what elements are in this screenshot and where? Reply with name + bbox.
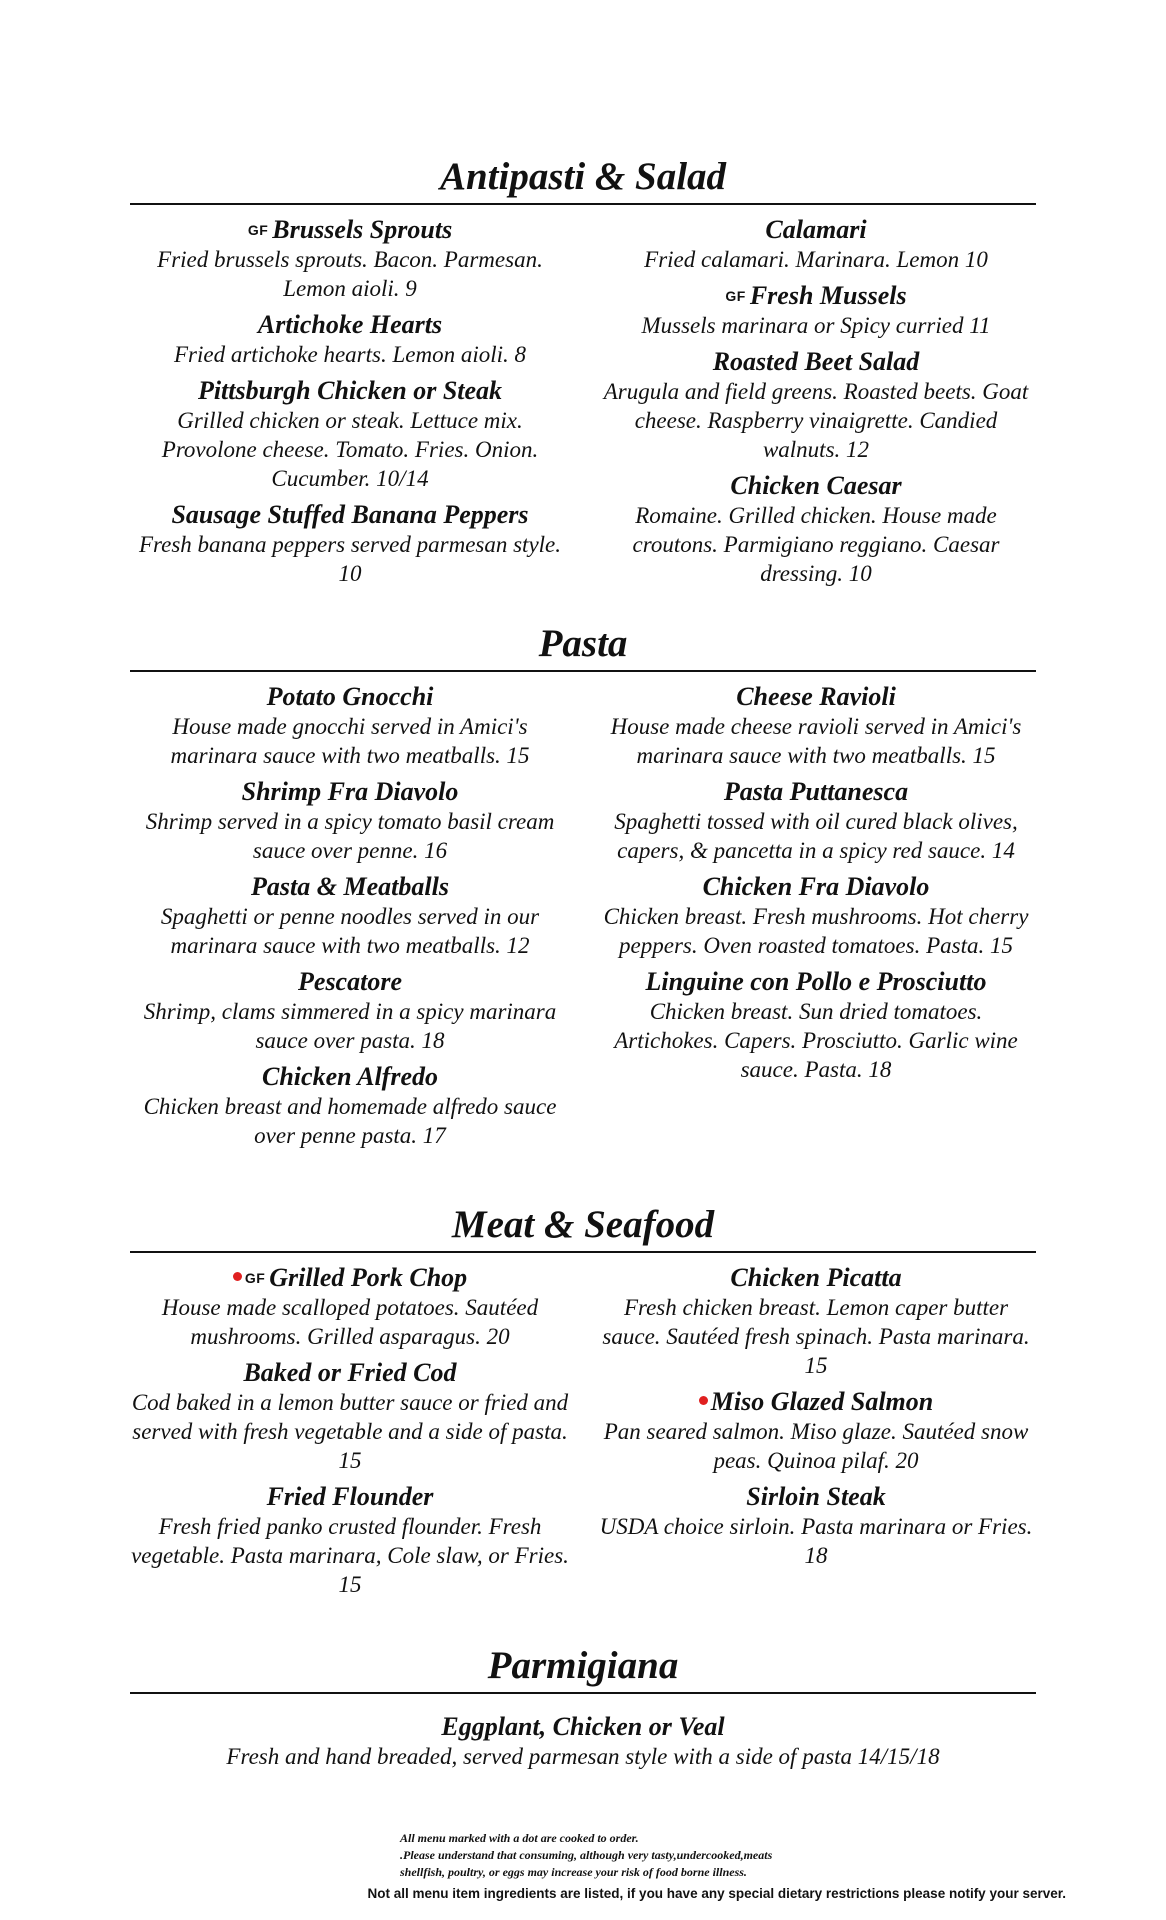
menu-item bbox=[130, 872, 570, 960]
disclaimer-line: shellfish, poultry, or eggs may increase your risk of food borne illness. bbox=[400, 1865, 747, 1879]
item-name-text: Pittsburgh Chicken or Steak bbox=[197, 376, 503, 405]
cooking-disclaimer bbox=[400, 1830, 920, 1881]
item-description: Chicken breast. Sun dried tomatoes. Artichokes. Capers. Prosciutto. Garlic wine sauce. Pasta. 18 bbox=[614, 999, 1018, 1082]
menu-item bbox=[596, 215, 1036, 274]
item-description: Shrimp served in a spicy tomato basil cream sauce over penne. 16 bbox=[145, 809, 555, 863]
item-name bbox=[130, 872, 570, 902]
menu-item bbox=[596, 777, 1036, 865]
item-name-text: Pasta Puttanesca bbox=[723, 777, 909, 806]
menu-item bbox=[130, 376, 570, 493]
menu-item bbox=[596, 1482, 1036, 1570]
item-description: Fried calamari. Marinara. Lemon 10 bbox=[644, 247, 988, 272]
item-name-text: Chicken Alfredo bbox=[262, 1062, 438, 1091]
item-name: Eggplant, Chicken or Veal bbox=[441, 1712, 725, 1741]
menu-item bbox=[130, 1482, 570, 1599]
item-name-text: Roasted Beet Salad bbox=[712, 347, 920, 376]
item-name bbox=[596, 872, 1036, 902]
item-name-text: Cheese Ravioli bbox=[736, 682, 896, 711]
item-name bbox=[130, 215, 570, 245]
item-description: Fresh banana peppers served parmesan style. 10 bbox=[138, 532, 562, 586]
item-description: Fresh fried panko crusted flounder. Fresh vegetable. Pasta marinara, Cole slaw, or Fries. 15 bbox=[131, 1514, 569, 1597]
menu-item bbox=[130, 1062, 570, 1150]
menu-item bbox=[596, 1387, 1036, 1475]
item-name-text: Miso Glazed Salmon bbox=[710, 1387, 934, 1416]
item-description: Grilled chicken or steak. Lettuce mix. Provolone cheese. Tomato. Fries. Onion. Cucumber. 10/14 bbox=[161, 408, 539, 491]
item-name-text: Fresh Mussels bbox=[749, 281, 907, 310]
item-name bbox=[130, 1062, 570, 1092]
section-pasta bbox=[130, 622, 1036, 1157]
item-name-text: Sausage Stuffed Banana Peppers bbox=[171, 500, 529, 529]
section-title: Pasta bbox=[538, 622, 628, 665]
menu-item bbox=[596, 967, 1036, 1084]
item-description: House made gnocchi served in Amici's marinara sauce with two meatballs. 15 bbox=[170, 714, 530, 768]
left-column bbox=[130, 682, 570, 1157]
item-description: Romaine. Grilled chicken. House made croutons. Parmigiano reggiano. Caesar dressing. 10 bbox=[632, 503, 1000, 586]
item-name-text: Shrimp Fra Diavolo bbox=[241, 777, 459, 806]
item-name-text: Chicken Caesar bbox=[730, 471, 902, 500]
item-description: Chicken breast. Fresh mushrooms. Hot cherry peppers. Oven roasted tomatoes. Pasta. 15 bbox=[603, 904, 1029, 958]
section-title: Parmigiana bbox=[487, 1644, 679, 1687]
item-description: Arugula and field greens. Roasted beets. Goat cheese. Raspberry vinaigrette. Candied walnuts. 12 bbox=[603, 379, 1029, 462]
item-description: USDA choice sirloin. Pasta marinara or Fries. 18 bbox=[599, 1514, 1033, 1568]
right-column bbox=[596, 1263, 1036, 1606]
section-antipasti bbox=[130, 155, 1036, 595]
menu-item bbox=[596, 347, 1036, 464]
menu-item bbox=[130, 215, 570, 303]
dietary-notice: Not all menu item ingredients are listed, if you have any special dietary restrictions please notify your server. bbox=[367, 1886, 1066, 1901]
section-title: Meat & Seafood bbox=[451, 1203, 715, 1246]
item-name-text: Fried Flounder bbox=[266, 1482, 434, 1511]
menu-item bbox=[596, 471, 1036, 588]
item-description: Spaghetti tossed with oil cured black olives, capers, & pancetta in a spicy red sauce. 14 bbox=[614, 809, 1018, 863]
menu-item bbox=[130, 1358, 570, 1475]
section-meat-seafood bbox=[130, 1203, 1036, 1606]
item-description: Fried artichoke hearts. Lemon aioli. 8 bbox=[174, 342, 526, 367]
disclaimer-line: All menu marked with a dot are cooked to order. bbox=[400, 1831, 639, 1845]
item-name bbox=[596, 215, 1036, 245]
item-name bbox=[596, 1482, 1036, 1512]
left-column bbox=[130, 215, 570, 595]
menu-item bbox=[130, 682, 570, 770]
item-description: Mussels marinara or Spicy curried 11 bbox=[641, 313, 991, 338]
right-column bbox=[596, 682, 1036, 1157]
item-name-text: Chicken Picatta bbox=[730, 1263, 902, 1292]
item-description: Fresh chicken breast. Lemon caper butter sauce. Sautéed fresh spinach. Pasta marinara. 15 bbox=[602, 1295, 1030, 1378]
menu-item bbox=[130, 1263, 570, 1351]
section-divider bbox=[130, 203, 1036, 205]
item-name-text: Sirloin Steak bbox=[746, 1482, 886, 1511]
item-name-text: Chicken Fra Diavolo bbox=[702, 872, 930, 901]
item-name-text: Linguine con Pollo e Prosciutto bbox=[645, 967, 987, 996]
disclaimer-line: .Please understand that consuming, although very tasty,undercooked,meats bbox=[400, 1848, 773, 1862]
section-title: Antipasti & Salad bbox=[439, 155, 727, 198]
item-name-text: Calamari bbox=[765, 215, 867, 244]
gluten-free-badge: GF bbox=[244, 1270, 266, 1286]
item-name bbox=[130, 376, 570, 406]
item-description: Chicken breast and homemade alfredo sauce over penne pasta. 17 bbox=[143, 1094, 557, 1148]
item-name bbox=[596, 682, 1036, 712]
menu-item bbox=[596, 1263, 1036, 1380]
menu-item bbox=[130, 310, 570, 369]
gluten-free-badge: GF bbox=[247, 222, 269, 238]
item-name-text: Brussels Sprouts bbox=[272, 215, 453, 244]
item-description: Spaghetti or penne noodles served in our marinara sauce with two meatballs. 12 bbox=[160, 904, 540, 958]
item-description: House made scalloped potatoes. Sautéed mushrooms. Grilled asparagus. 20 bbox=[161, 1295, 539, 1349]
gluten-free-badge: GF bbox=[725, 288, 746, 304]
section-divider bbox=[130, 1692, 1036, 1694]
item-name bbox=[596, 777, 1036, 807]
section-divider bbox=[130, 670, 1036, 672]
item-description: Pan seared salmon. Miso glaze. Sautéed snow peas. Quinoa pilaf. 20 bbox=[603, 1419, 1029, 1473]
menu-item bbox=[596, 872, 1036, 960]
left-column bbox=[130, 1263, 570, 1606]
right-column bbox=[596, 215, 1036, 595]
cooked-to-order-dot-icon bbox=[233, 1272, 242, 1281]
item-name bbox=[596, 347, 1036, 377]
item-name bbox=[596, 967, 1036, 997]
menu-item bbox=[130, 500, 570, 588]
item-description: House made cheese ravioli served in Amici's marinara sauce with two meatballs. 15 bbox=[610, 714, 1022, 768]
item-name-text: Pasta & Meatballs bbox=[251, 872, 449, 901]
menu-item bbox=[130, 1712, 1036, 1771]
item-description: Cod baked in a lemon butter sauce or fried and served with fresh vegetable and a side of pasta. 15 bbox=[131, 1390, 569, 1473]
menu-item bbox=[596, 281, 1036, 340]
menu-item bbox=[130, 777, 570, 865]
item-name bbox=[130, 777, 570, 807]
item-name bbox=[130, 967, 570, 997]
item-name-text: Pescatore bbox=[298, 967, 402, 996]
item-name bbox=[130, 1358, 570, 1388]
item-description: Fresh and hand breaded, served parmesan style with a side of pasta 14/15/18 bbox=[226, 1744, 940, 1769]
item-name bbox=[130, 500, 570, 530]
menu-item bbox=[596, 682, 1036, 770]
item-description: Fried brussels sprouts. Bacon. Parmesan. Lemon aioli. 9 bbox=[157, 247, 543, 301]
section-parmigiana bbox=[130, 1644, 1036, 1771]
item-name bbox=[130, 682, 570, 712]
menu-item bbox=[130, 967, 570, 1055]
item-name bbox=[596, 1387, 1036, 1417]
item-name bbox=[596, 281, 1036, 311]
item-description: Shrimp, clams simmered in a spicy marinara sauce over pasta. 18 bbox=[143, 999, 557, 1053]
item-name-text: Baked or Fried Cod bbox=[243, 1358, 457, 1387]
item-name-text: Grilled Pork Chop bbox=[269, 1263, 468, 1292]
item-name bbox=[130, 1263, 570, 1293]
item-name bbox=[130, 310, 570, 340]
section-divider bbox=[130, 1251, 1036, 1253]
item-name bbox=[130, 1482, 570, 1512]
item-name-text: Potato Gnocchi bbox=[266, 682, 434, 711]
cooked-to-order-dot-icon bbox=[699, 1396, 708, 1405]
item-name-text: Artichoke Hearts bbox=[257, 310, 443, 339]
item-name bbox=[596, 471, 1036, 501]
item-name bbox=[596, 1263, 1036, 1293]
